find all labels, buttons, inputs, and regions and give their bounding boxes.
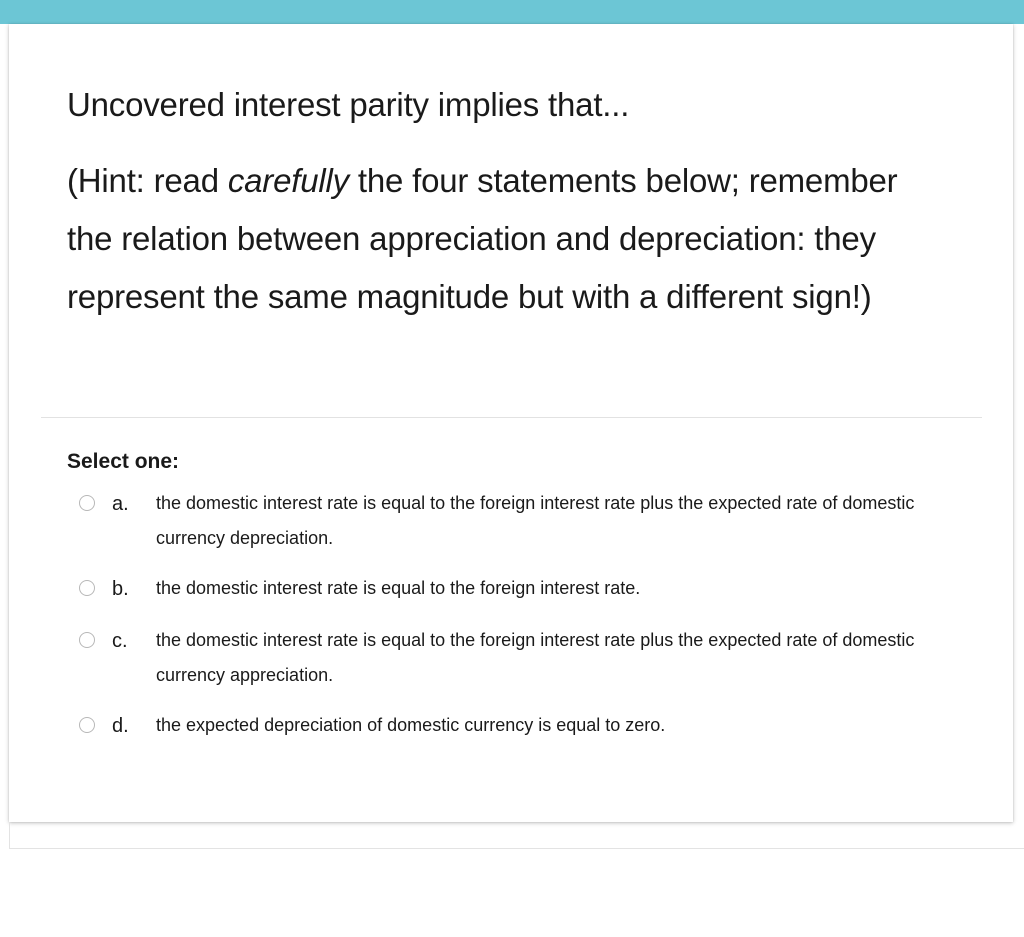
option-a[interactable]: [79, 492, 979, 556]
radio-option-a[interactable]: [79, 495, 95, 511]
option-c-text: the domestic interest rate is equal to the foreign interest rate plus the expected rate of domestic currency appreciation.: [156, 630, 915, 685]
question-card: [9, 24, 1013, 822]
top-accent-bar: [0, 0, 1024, 24]
option-b-letter: b.: [112, 578, 129, 600]
hint-emphasis: carefully: [227, 162, 349, 199]
option-a-letter: a.: [112, 493, 129, 515]
question-text: [67, 76, 947, 326]
next-card-edge-left: [9, 822, 10, 849]
answer-options: [79, 492, 979, 743]
hint-prefix: (Hint: read: [67, 162, 228, 199]
radio-option-b[interactable]: [79, 580, 95, 596]
select-one-label: Select one:: [67, 450, 180, 473]
radio-option-c[interactable]: [79, 632, 95, 648]
question-title: Uncovered interest parity implies that...: [67, 86, 630, 123]
option-d[interactable]: [79, 714, 979, 743]
option-b[interactable]: [79, 577, 979, 606]
option-d-text: the expected depreciation of domestic currency is equal to zero.: [156, 715, 666, 735]
option-a-text: the domestic interest rate is equal to the foreign interest rate plus the expected rate of domestic currency depreciation.: [156, 493, 915, 548]
option-d-letter: d.: [112, 715, 129, 737]
section-divider: [41, 417, 982, 418]
option-b-text: the domestic interest rate is equal to the foreign interest rate.: [156, 578, 641, 598]
question-hint: [67, 152, 947, 326]
option-c[interactable]: [79, 629, 979, 693]
option-c-letter: c.: [112, 630, 128, 652]
hint-suffix: the four statements below; remember the relation between appreciation and depreciation: they represent the same magnitude but with a different sign!): [67, 162, 898, 315]
radio-option-d[interactable]: [79, 717, 95, 733]
next-card-edge: [9, 848, 1024, 849]
